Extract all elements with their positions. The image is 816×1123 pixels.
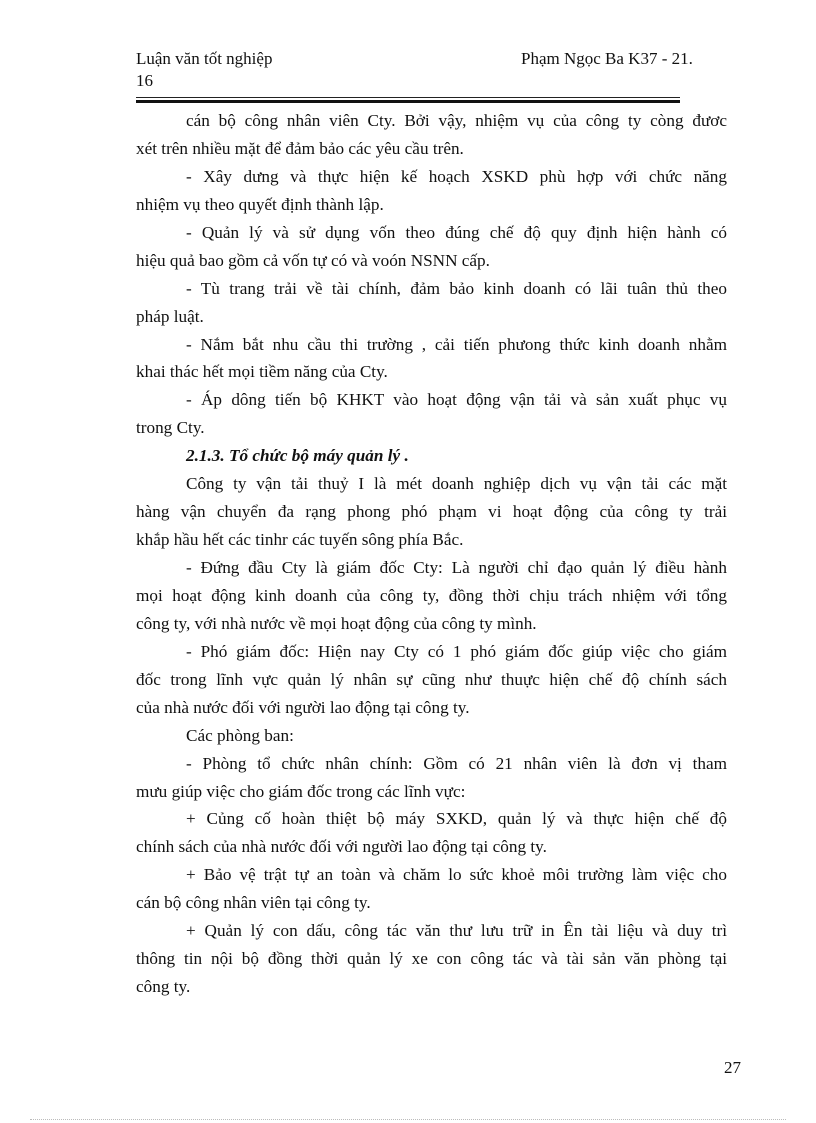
page-number: 27 <box>724 1058 741 1077</box>
paragraph <box>136 331 727 387</box>
paragraph <box>136 275 727 331</box>
text-line: của nhà nước đối với người lao động tại công ty. <box>136 697 470 717</box>
text-line: nhiệm vụ theo quyết định thành lập. <box>136 194 384 214</box>
paragraph <box>136 917 727 1001</box>
text-line: + Bảo vệ trật tự an toàn và chăm lo sức khoẻ môi trường làm việc cho <box>186 865 727 885</box>
text-line: - Áp dông tiến bộ KHKT vào hoạt động vận tải và sản xuất phục vụ <box>186 390 727 410</box>
text-line: Công ty vận tải thuỷ I là mét doanh nghiệp dịch vụ vận tải các mặt <box>186 474 727 494</box>
paragraph <box>136 638 727 722</box>
text-line: - Phòng tổ chức nhân chính: Gồm có 21 nhân viên là đơn vị tham <box>186 753 727 773</box>
text-line: mọi hoạt động kinh doanh của công ty, đồng thời chịu trách nhiệm với tổng <box>136 585 727 605</box>
document-body <box>136 107 727 1001</box>
paragraph <box>136 219 727 275</box>
text-line: - Xây dưng và thực hiện kế hoạch XSKD phù hợp với chức năng <box>186 166 727 186</box>
paragraph <box>136 554 727 638</box>
section-heading <box>136 442 727 470</box>
text-line: - Nắm bắt nhu cầu thi trường , cải tiến phưong thức kinh doanh nhằm <box>186 334 727 354</box>
paragraph <box>136 861 727 917</box>
text-line: xét trên nhiều mặt để đảm bảo các yêu cầu trên. <box>136 138 464 158</box>
text-line: + Quản lý con dấu, công tác văn thư lưu trữ in Ên tài liệu và duy trì <box>186 921 727 941</box>
paragraph <box>136 750 727 806</box>
text-line: hiệu quả bao gồm cả vốn tự có và voón NSNN cấp. <box>136 250 490 270</box>
header-author: Phạm Ngọc Ba K37 - 21. <box>521 49 693 68</box>
text-line: pháp luật. <box>136 306 204 326</box>
text-line: mưu giúp việc cho giám đốc trong các lĩnh vực: <box>136 781 466 801</box>
text-line: công ty, với nhà nước về mọi hoạt động của công ty mình. <box>136 613 537 633</box>
text-line: cán bộ công nhân viên Cty. Bởi vậy, nhiệm vụ của công ty còng đươc <box>186 111 727 130</box>
paragraph <box>136 107 727 163</box>
header-title: Luận văn tốt nghiệp <box>136 49 273 68</box>
paragraph <box>136 386 727 442</box>
paragraph <box>136 722 727 750</box>
text-line: chính sách của nhà nước đối với người lao động tại công ty. <box>136 837 547 857</box>
paragraph <box>136 805 727 861</box>
text-line: thông tin nội bộ đồng thời quản lý xe con công tác và tài sản văn phòng tại <box>136 949 727 969</box>
text-line: - Tù trang trải về tài chính, đảm bảo kinh doanh có lãi tuân thủ theo <box>186 278 727 298</box>
text-line: Các phòng ban: <box>186 725 294 745</box>
text-line: - Quản lý và sử dụng vốn theo đúng chế độ quy định hiện hành có <box>186 222 727 242</box>
paragraph <box>136 163 727 219</box>
text-line: - Đứng đầu Cty là giám đốc Cty: Là người chỉ đạo quản lý điều hành <box>186 558 727 577</box>
text-line: hàng vận chuyển đa rạng phong phó phạm vi hoạt động của công ty trải <box>136 502 727 522</box>
text-line: công ty. <box>136 977 191 997</box>
paragraph <box>136 470 727 554</box>
text-line: trong Cty. <box>136 418 205 438</box>
header-page-ref: 16 <box>136 71 153 90</box>
text-line: + Củng cố hoàn thiệt bộ máy SXKD, quản lý và thực hiện chế độ <box>186 809 727 829</box>
text-line: khai thác hết mọi tiềm năng của Cty. <box>136 362 388 382</box>
text-line: cán bộ công nhân viên tại công ty. <box>136 893 371 913</box>
page-boundary-divider <box>30 1119 786 1120</box>
text-line: đốc trong lĩnh vực quản lý nhân sự cũng như thuực hiện chế độ chính sách <box>136 669 727 689</box>
text-line: 2.1.3. Tổ chức bộ máy quản lý . <box>186 446 409 466</box>
text-line: - Phó giám đốc: Hiện nay Cty có 1 phó giám đốc giúp việc cho giám <box>186 641 727 661</box>
text-line: khắp hầu hết các tinhr các tuyến sông phía Bắc. <box>136 530 464 550</box>
header-double-rule <box>136 97 680 104</box>
